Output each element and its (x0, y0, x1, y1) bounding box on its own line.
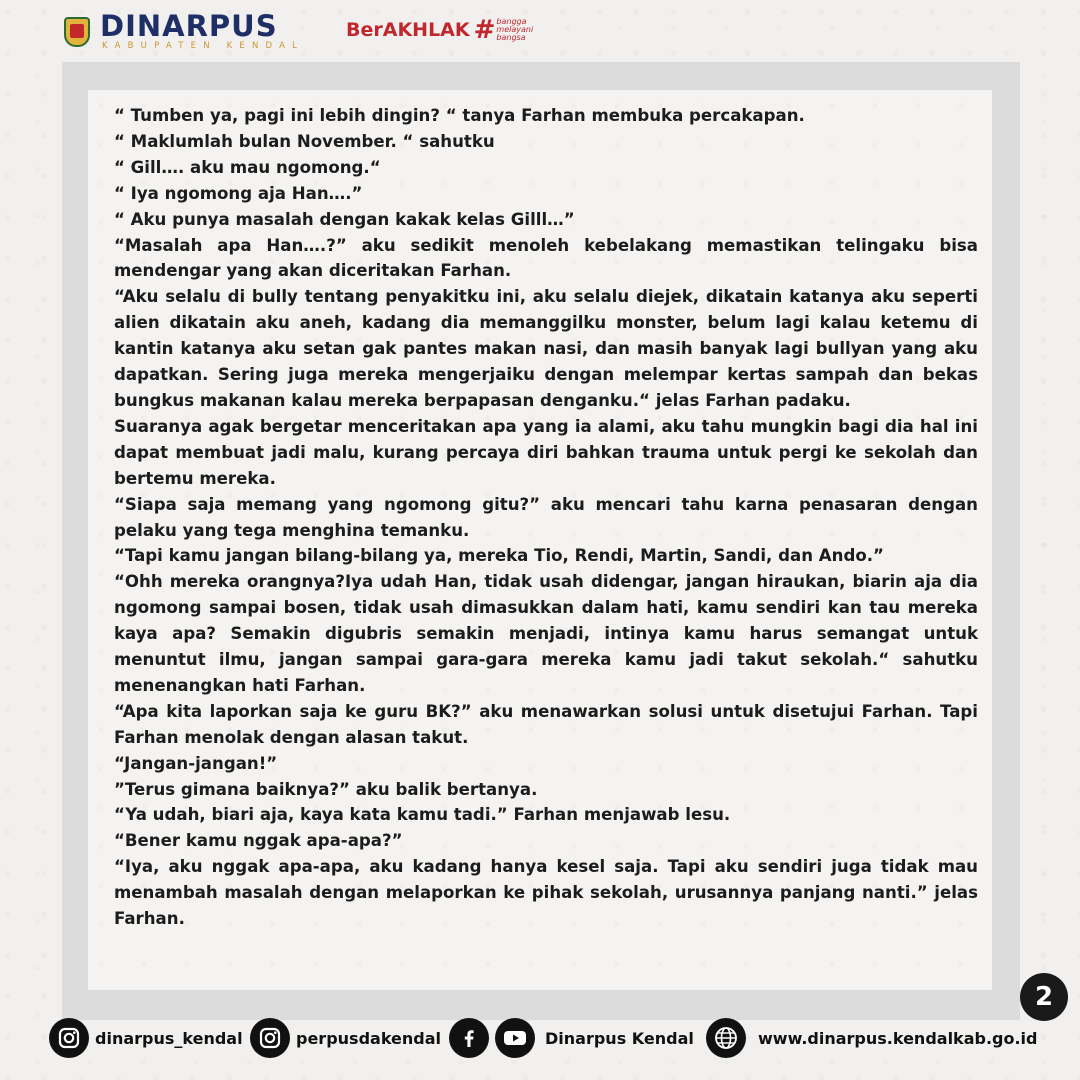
campaign-tagline: bangga melayani bangsa (496, 17, 534, 42)
brand-name: DINARPUS (100, 9, 278, 43)
instagram-handle[interactable]: dinarpus_kendal (95, 1028, 243, 1048)
story-paragraph: “Jangan-jangan!” (114, 753, 278, 773)
story-paragraph: ”Terus gimana baiknya?” aku balik bertanya. (114, 779, 538, 799)
footer-website[interactable] (706, 1018, 1037, 1058)
story-paragraph: “Aku selalu di bully tentang penyakitku ini, aku selalu diejek, dikatain katanya aku seperti alien dikatain aku aneh, kadang dia memanggilku monster, belum lagi kalau ketemu di kantin katanya aku setan gak pantes makan nasi, dan masih banyak lagi bullyan yang aku dapatkan. Sering juga mereka mengerjaiku dengan melempar kertas sampah dan bekas bungkus makanan kalau mereka berpapasan denganku.“ jelas Farhan padaku. (114, 287, 978, 410)
page-number-badge: 2 (1020, 973, 1068, 1021)
campaign-name: BerAKHLAK (346, 19, 470, 41)
story-paragraph: “Bener kamu nggak apa-apa?” (114, 831, 403, 851)
globe-icon (706, 1018, 746, 1058)
story-paragraph: “Ohh mereka orangnya?Iya udah Han, tidak usah didengar, jangan hiraukan, biarin aja dia ngomong sampai bosen, tidak usah dimasukkan dalam hati, kamu sendiri kan tau mereka kaya apa? Semakin digubris semakin menjadi, intinya kamu harus semangat untuk menuntut ilmu, jangan sampai gara-gara mereka kamu jadi takut sekolah.“ sahutku menenangkan hati Farhan. (114, 572, 978, 695)
footer-instagram-1[interactable] (49, 1018, 243, 1058)
story-paragraph: “ Tumben ya, pagi ini lebih dingin? “ tanya Farhan membuka percakapan. (114, 106, 805, 125)
story-paragraph: “Iya, aku nggak apa-apa, aku kadang hanya kesel saja. Tapi aku sendiri juga tidak mau menambah masalah dengan melaporkan ke pihak sekolah, urusannya panjang nanti.” jelas Farhan. (114, 857, 978, 929)
youtube-icon[interactable] (495, 1018, 535, 1058)
story-paragraph: Suaranya agak bergetar menceritakan apa yang ia alami, aku tahu mungkin bagi dia hal ini dapat membuat jadi malu, kurang percaya diri bahkan trauma untuk pergi ke sekolah dan bertemu mereka. (114, 416, 978, 488)
website-url[interactable]: www.dinarpus.kendalkab.go.id (758, 1028, 1038, 1048)
footer-instagram-2[interactable] (250, 1018, 441, 1058)
story-paragraph: “ Iya ngomong aja Han….” (114, 183, 363, 203)
header (62, 8, 304, 54)
berakhlak-logo (346, 17, 533, 43)
brand-subtitle: KABUPATEN KENDAL (102, 41, 305, 51)
instagram-handle[interactable]: perpusdakendal (296, 1028, 441, 1048)
story-paragraph: “Siapa saja memang yang ngomong gitu?” aku mencari tahu karna penasaran dengan pelaku yang tega menghina temanku. (114, 494, 978, 540)
social-name[interactable]: Dinarpus Kendal (545, 1028, 694, 1048)
story-paragraph: “ Gill…. aku mau ngomong.“ (114, 157, 381, 177)
story-paragraph: “ Aku punya masalah dengan kakak kelas Gilll…” (114, 209, 575, 229)
story-paragraph: “Ya udah, biari aja, kaya kata kamu tadi.” Farhan menjawab lesu. (114, 805, 731, 825)
footer-social-accounts[interactable] (449, 1018, 694, 1058)
story-paragraph: “Tapi kamu jangan bilang-bilang ya, mereka Tio, Rendi, Martin, Sandi, dan Ando.” (114, 546, 884, 566)
kendal-crest-logo (62, 13, 92, 49)
story-paragraph: “Apa kita laporkan saja ke guru BK?” aku menawarkan solusi untuk disetujui Farhan. Tapi Farhan menolak dengan alasan takut. (114, 701, 978, 747)
story-paragraph: “Masalah apa Han….?” aku sedikit menoleh kebelakang memastikan telingaku bisa mendengar yang akan diceritakan Farhan. (114, 235, 978, 281)
story-paragraph: “ Maklumlah bulan November. “ sahutku (114, 131, 495, 151)
dinarpus-logo (100, 11, 304, 51)
footer (0, 1018, 1080, 1070)
instagram-icon (250, 1018, 290, 1058)
hashtag-mark: # (473, 15, 496, 45)
instagram-icon (49, 1018, 89, 1058)
story-text (114, 103, 978, 932)
facebook-icon[interactable] (449, 1018, 489, 1058)
